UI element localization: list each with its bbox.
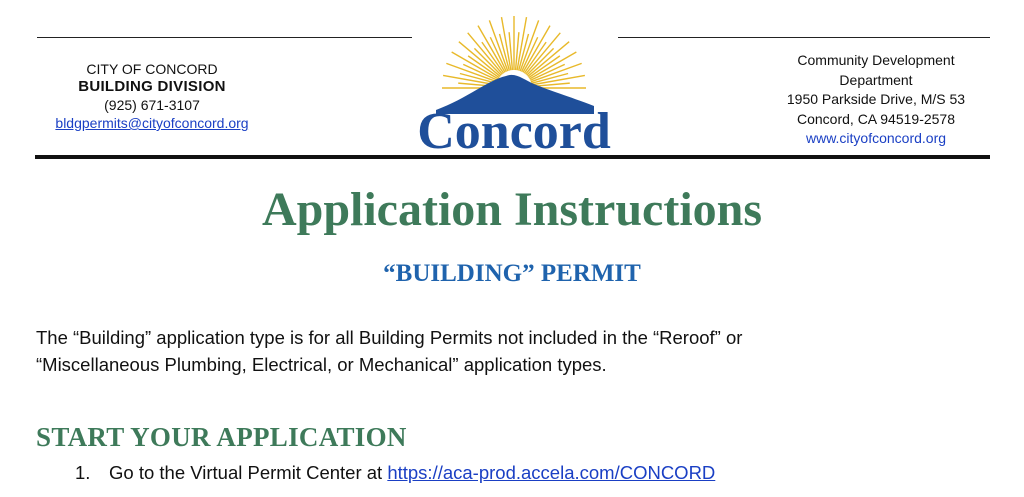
header-rule-left [37,37,412,38]
sun-ray [531,63,582,81]
department-line2: Department [839,71,913,88]
city-name: CITY OF CONCORD [86,61,218,77]
header-rule-right [618,37,990,38]
email-link[interactable]: bldgpermits@cityofconcord.org [55,115,249,131]
step-text: Go to the Virtual Permit Center at [109,462,388,483]
department-line1: Community Development [797,52,955,68]
list-item [75,460,715,486]
step-number: 1. [75,462,91,483]
header-contact-right [766,51,986,149]
sun-ray [520,20,538,71]
header-divider [35,155,990,159]
website-link[interactable]: www.cityofconcord.org [805,130,947,146]
virtual-permit-center-link[interactable]: https://aca-prod.accela.com/CONCORD [387,462,716,483]
page-title: Application Instructions [261,183,763,236]
division-name: BUILDING DIVISION [78,78,226,95]
section-heading: START YOUR APPLICATION [36,422,407,452]
logo-wordmark: Concord [417,103,611,155]
intro-line: “Miscellaneous Plumbing, Electrical, or Mechanical” application types. [36,354,607,375]
page-subtitle: “BUILDING” PERMIT [383,260,641,287]
header-contact-left [37,60,267,132]
sun-ray [489,20,507,71]
phone-number: (925) 671-3107 [104,97,200,113]
address-line2: Concord, CA 94519-2578 [797,110,955,127]
sun-ray [446,63,497,81]
address-line1: 1950 Parkside Drive, M/S 53 [786,91,966,107]
intro-paragraph [36,324,996,378]
concord-logo [408,10,620,155]
intro-line: The “Building” application type is for all Building Permits not included in the “Reroof” or [36,327,743,348]
